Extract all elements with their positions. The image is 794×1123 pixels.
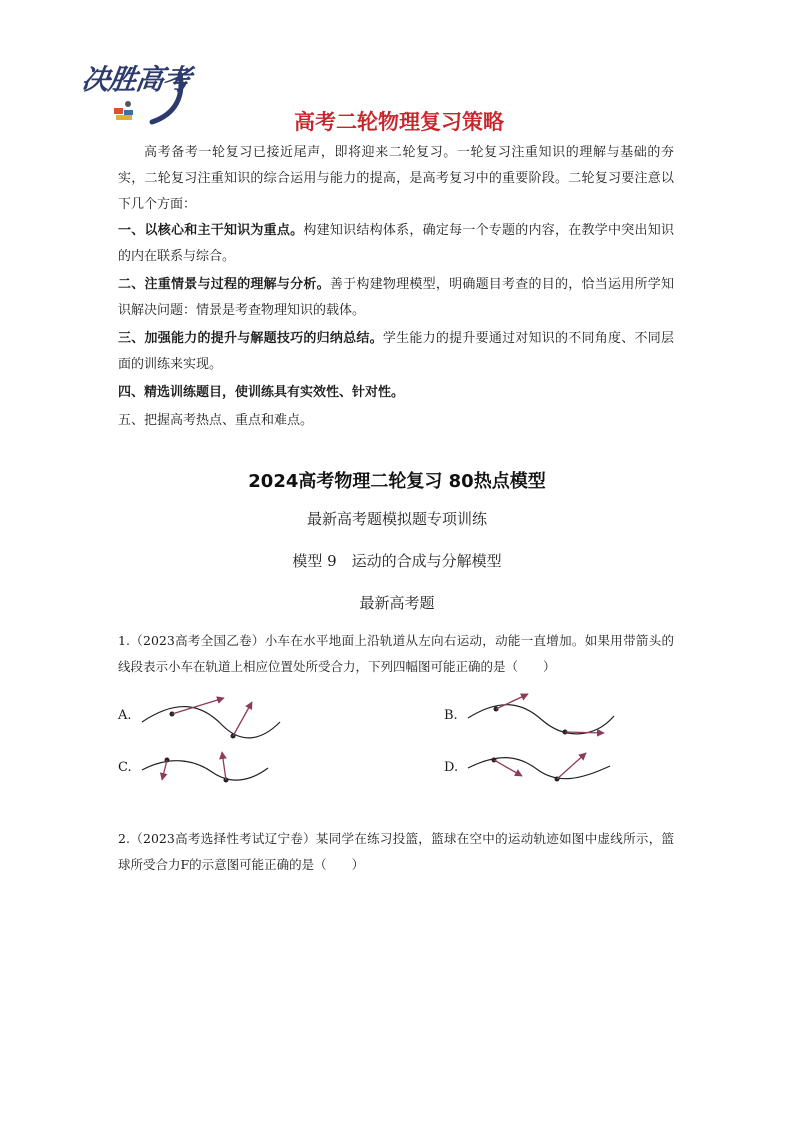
- question-2-text: 2.（2023高考选择性考试辽宁卷）某同学在练习投篮，篮球在空中的运动轨迹如图中虚线所示，篮球所受合力F的示意图可能正确的是（ ）: [118, 831, 674, 872]
- subtitle-latest: 最新高考题: [359, 594, 435, 612]
- option-d-label: D.: [444, 760, 459, 775]
- option-a-label: A.: [118, 708, 132, 723]
- point-3-text: 学生能力的提升要通过对知识的不同角度、不同层面的训练来实现。: [118, 331, 674, 372]
- section-title: 2024高考物理二轮复习 80热点模型: [248, 471, 546, 492]
- point-5-text: 五、把握高考热点、重点和难点。: [118, 413, 314, 428]
- option-d-figure[interactable]: [468, 753, 610, 782]
- option-c-label: C.: [118, 760, 132, 775]
- page-title: 高考二轮物理复习策略: [294, 110, 504, 134]
- point-3-bold: 三、加强能力的提升与解题技巧的归纳总结。: [118, 331, 383, 346]
- question-1-text: 1.（2023高考全国乙卷）小车在水平地面上沿轨道从左向右运动，动能一直增加。如果用带箭头的线段表示小车在轨道上相应位置处所受合力，下列四幅图可能正确的是（ ）: [118, 633, 674, 674]
- logo-text: 决胜高考: [79, 63, 193, 96]
- point-4-bold: 四、精选训练题目，使训练具有实效性、针对性。: [118, 385, 405, 400]
- point-1-text: 构建知识结构体系，确定每一个专题的内容，在教学中突出知识的内在联系与综合。: [118, 223, 674, 264]
- option-b-label: B.: [444, 708, 458, 723]
- intro-paragraph: 高考备考一轮复习已接近尾声，即将迎来二轮复习。一轮复习注重知识的理解与基础的夯实，二轮复习注重知识的综合运用与能力的提高，是高考复习中的重要阶段。二轮复习要注意以下几个方面：: [118, 145, 674, 212]
- subtitle-training: 最新高考题模拟题专项训练: [306, 510, 487, 528]
- subtitle-model: 模型 9 运动的合成与分解模型: [292, 552, 502, 570]
- option-a-figure[interactable]: [142, 698, 280, 739]
- point-1-bold: 一、以核心和主干知识为重点。: [118, 223, 304, 238]
- point-2-bold: 二、注重情景与过程的理解与分析。: [118, 277, 330, 292]
- option-b-figure[interactable]: [468, 694, 614, 735]
- option-c-figure[interactable]: [142, 752, 268, 783]
- point-2-text: 善于构建物理模型，明确题目考查的目的，恰当运用所学知识解决问题：情景是考查物理知识的载体。: [118, 277, 674, 318]
